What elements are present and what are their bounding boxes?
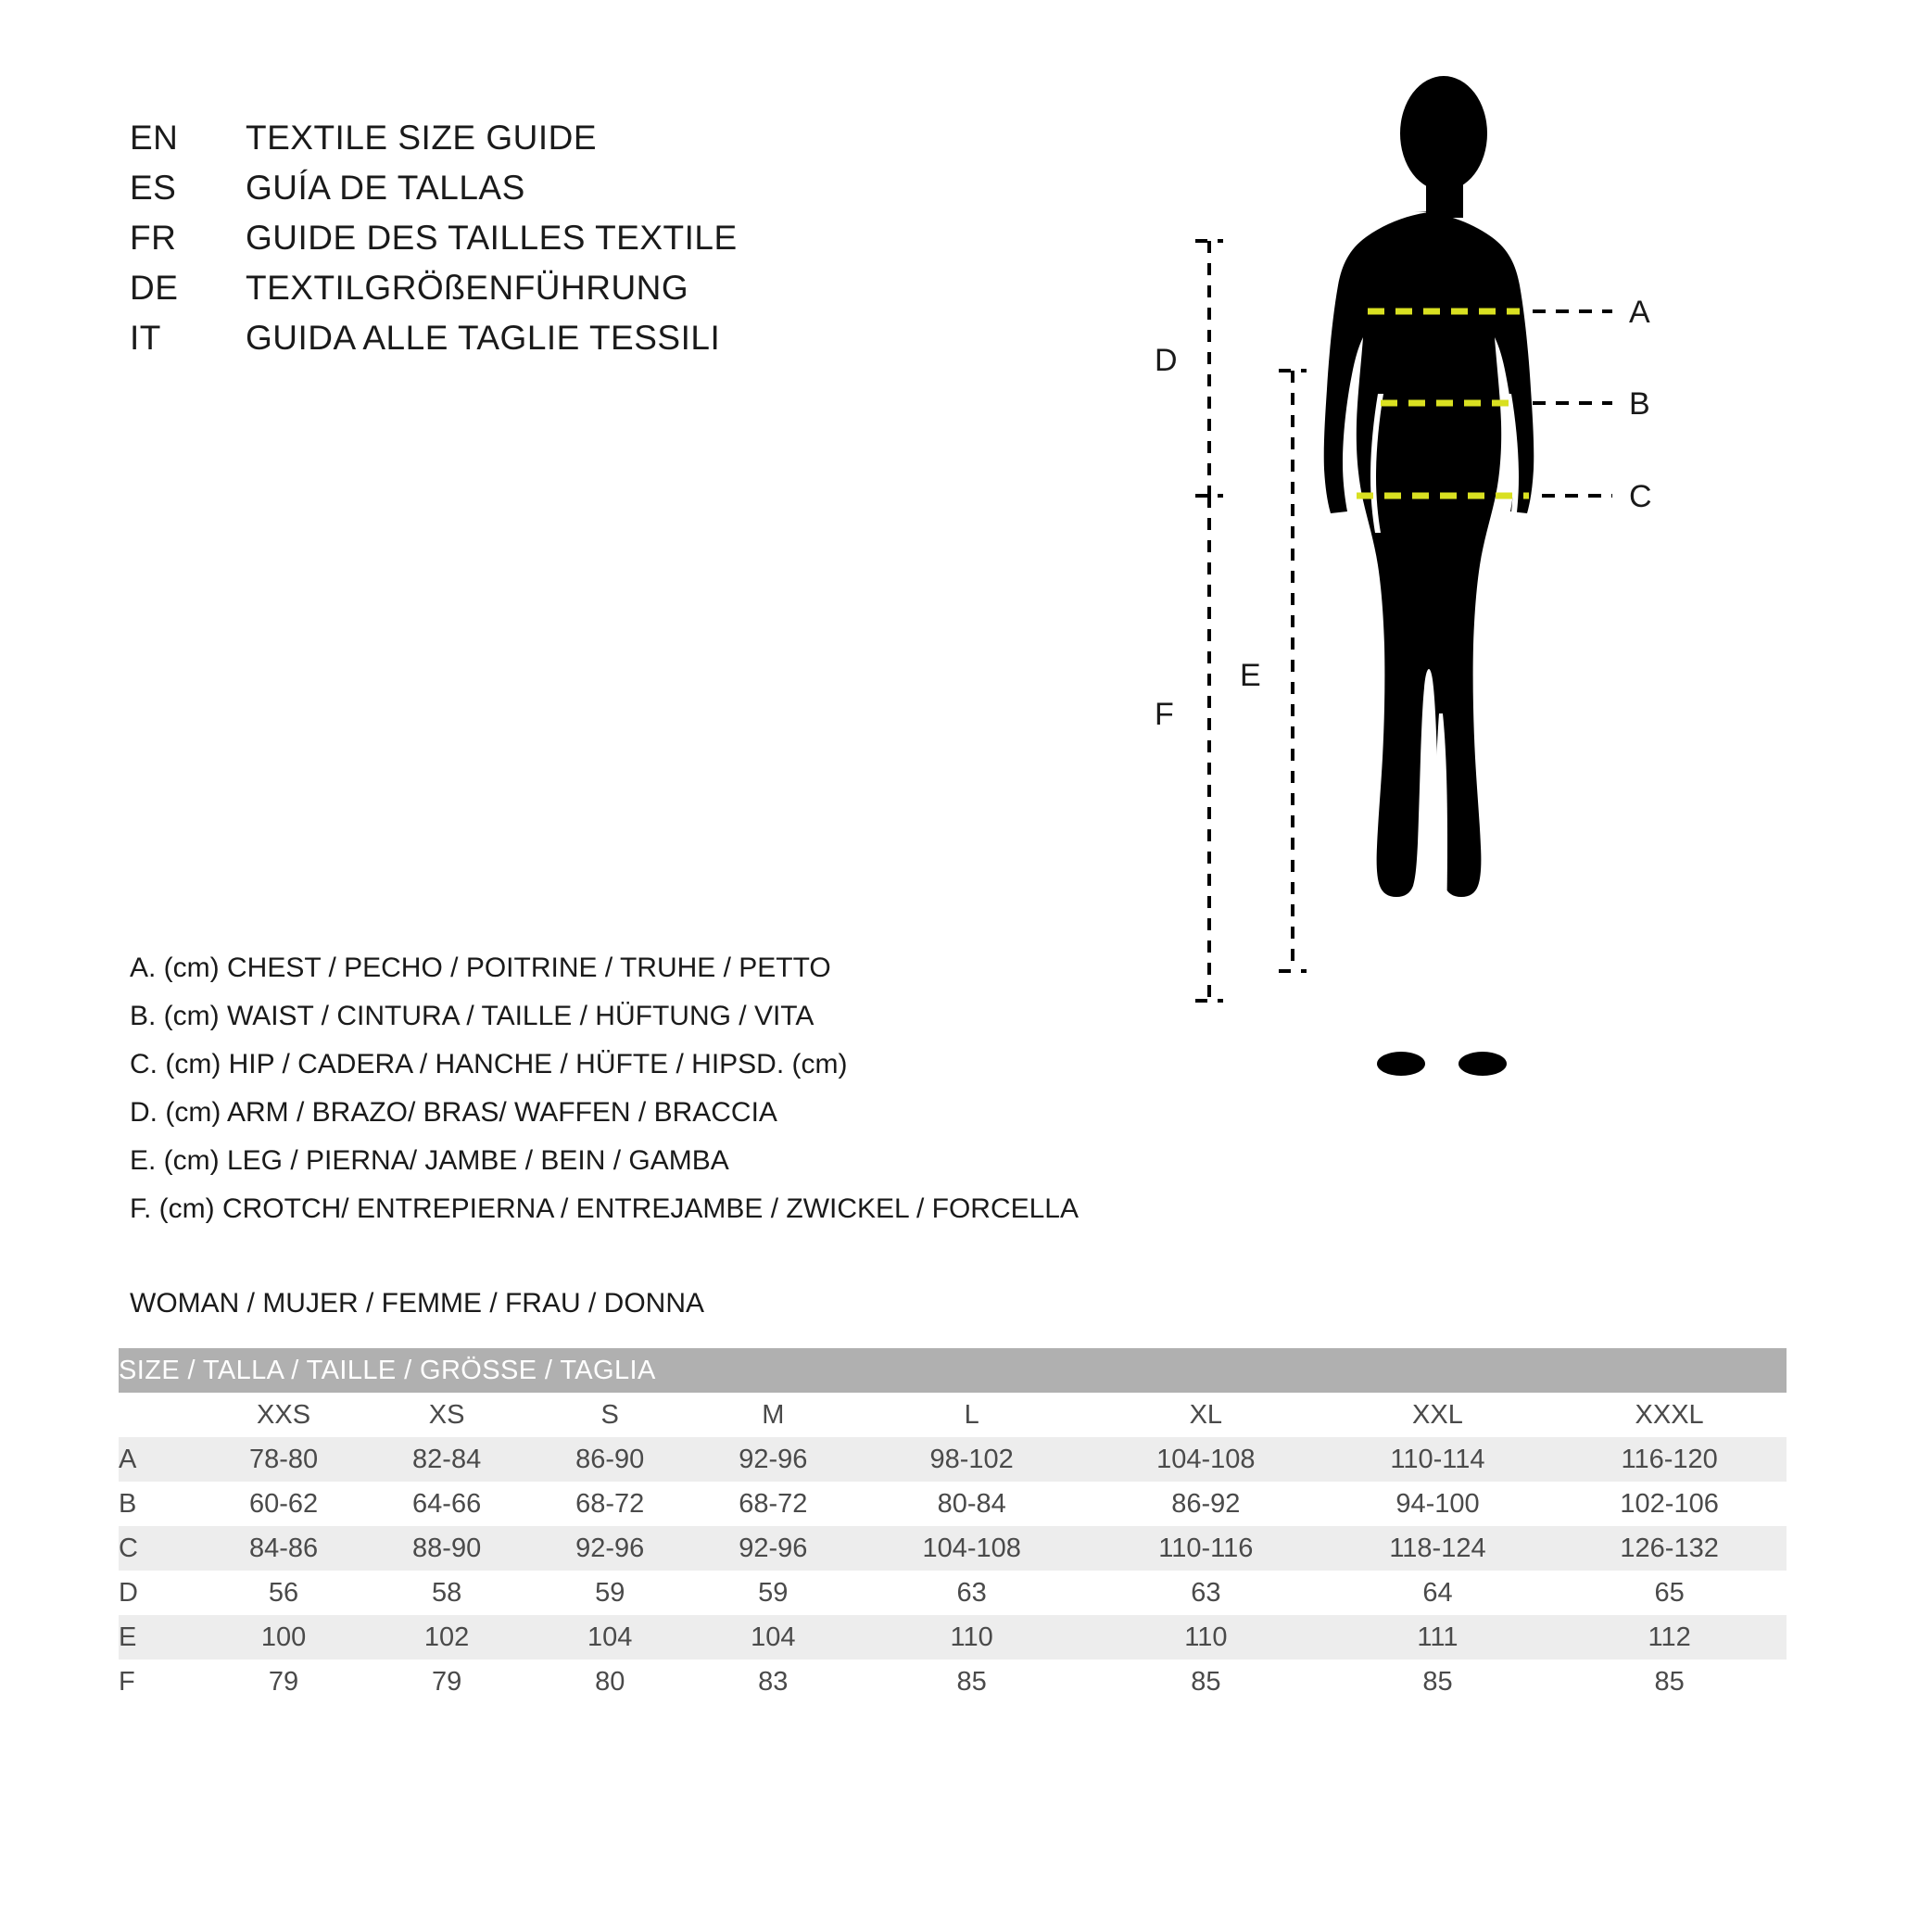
callout-b: B	[1629, 386, 1650, 422]
callout-e: E	[1240, 658, 1261, 693]
title-block	[130, 119, 890, 369]
title-text-fr: GUIDE DES TAILLES TEXTILE	[246, 219, 738, 257]
cell-a-xxl: 110-114	[1323, 1437, 1553, 1482]
size-xxl: XXL	[1323, 1393, 1553, 1437]
cell-c-m: 92-96	[691, 1526, 854, 1571]
title-text-es: GUÍA DE TALLAS	[246, 169, 525, 207]
cell-c-xl: 110-116	[1089, 1526, 1323, 1571]
row-label-e: E	[119, 1615, 202, 1660]
category-label: WOMAN / MUJER / FEMME / FRAU / DONNA	[130, 1288, 704, 1319]
cell-e-s: 104	[528, 1615, 691, 1660]
row-label-b: B	[119, 1482, 202, 1526]
cell-c-s: 92-96	[528, 1526, 691, 1571]
legend-row-d: D. (cm) ARM / BRAZO/ BRAS/ WAFFEN / BRACCIA	[130, 1097, 777, 1128]
cell-f-l: 85	[854, 1660, 1089, 1704]
cell-f-xxs: 79	[202, 1660, 365, 1704]
cell-f-xxl: 85	[1323, 1660, 1553, 1704]
cell-e-xxl: 111	[1323, 1615, 1553, 1660]
cell-e-xs: 102	[365, 1615, 528, 1660]
legend-row-b: B. (cm) WAIST / CINTURA / TAILLE / HÜFTUNG / VITA	[130, 1001, 814, 1031]
cell-f-s: 80	[528, 1660, 691, 1704]
row-label-f: F	[119, 1660, 202, 1704]
table-header-row	[119, 1348, 1787, 1393]
title-lang-fr: FR	[130, 219, 177, 257]
cell-d-xs: 58	[365, 1571, 528, 1615]
woman-silhouette	[1324, 76, 1534, 1076]
cell-d-xl: 63	[1089, 1571, 1323, 1615]
callout-a: A	[1629, 295, 1650, 330]
table-row	[119, 1437, 1787, 1482]
cell-c-xs: 88-90	[365, 1526, 528, 1571]
title-row	[130, 319, 890, 369]
legend-row-f: F. (cm) CROTCH/ ENTREPIERNA / ENTREJAMBE / ZWICKEL / FORCELLA	[130, 1193, 1079, 1224]
legend-row-e: E. (cm) LEG / PIERNA/ JAMBE / BEIN / GAMBA	[130, 1145, 729, 1176]
callout-d: D	[1155, 343, 1178, 378]
cell-f-xs: 79	[365, 1660, 528, 1704]
table-row	[119, 1615, 1787, 1660]
title-row	[130, 169, 890, 219]
cell-b-xxxl: 102-106	[1552, 1482, 1787, 1526]
title-row	[130, 119, 890, 169]
cell-e-xl: 110	[1089, 1615, 1323, 1660]
callout-f: F	[1155, 697, 1174, 732]
cell-f-m: 83	[691, 1660, 854, 1704]
row-label-c: C	[119, 1526, 202, 1571]
cell-d-l: 63	[854, 1571, 1089, 1615]
table-size-row	[119, 1393, 1787, 1437]
size-m: M	[691, 1393, 854, 1437]
row-label-d: D	[119, 1571, 202, 1615]
cell-a-s: 86-90	[528, 1437, 691, 1482]
legend-row-c: C. (cm) HIP / CADERA / HANCHE / HÜFTE / HIPSD. (cm)	[130, 1049, 848, 1079]
cell-a-xs: 82-84	[365, 1437, 528, 1482]
size-xs: XS	[365, 1393, 528, 1437]
title-lang-it: IT	[130, 319, 161, 357]
size-xl: XL	[1089, 1393, 1323, 1437]
cell-c-xxl: 118-124	[1323, 1526, 1553, 1571]
cell-a-xl: 104-108	[1089, 1437, 1323, 1482]
title-text-de: TEXTILGRÖßENFÜHRUNG	[246, 269, 689, 307]
cell-e-xxxl: 112	[1552, 1615, 1787, 1660]
table-row	[119, 1482, 1787, 1526]
cell-a-xxxl: 116-120	[1552, 1437, 1787, 1482]
table-row	[119, 1571, 1787, 1615]
cell-b-xxl: 94-100	[1323, 1482, 1553, 1526]
cell-d-s: 59	[528, 1571, 691, 1615]
title-row	[130, 219, 890, 269]
size-row-blank	[119, 1393, 202, 1437]
title-row	[130, 269, 890, 319]
table-row	[119, 1526, 1787, 1571]
cell-b-xs: 64-66	[365, 1482, 528, 1526]
row-label-a: A	[119, 1437, 202, 1482]
table-header-label: SIZE / TALLA / TAILLE / GRÖSSE / TAGLIA	[119, 1348, 1787, 1393]
cell-d-m: 59	[691, 1571, 854, 1615]
cell-b-xl: 86-92	[1089, 1482, 1323, 1526]
callout-c: C	[1629, 479, 1652, 514]
cell-a-xxs: 78-80	[202, 1437, 365, 1482]
cell-a-m: 92-96	[691, 1437, 854, 1482]
size-l: L	[854, 1393, 1089, 1437]
title-text-it: GUIDA ALLE TAGLIE TESSILI	[246, 319, 721, 357]
cell-e-m: 104	[691, 1615, 854, 1660]
cell-c-xxs: 84-86	[202, 1526, 365, 1571]
cell-c-l: 104-108	[854, 1526, 1089, 1571]
measurement-figure	[1155, 74, 1853, 1205]
cell-b-m: 68-72	[691, 1482, 854, 1526]
cell-c-xxxl: 126-132	[1552, 1526, 1787, 1571]
size-xxxl: XXXL	[1552, 1393, 1787, 1437]
cell-a-l: 98-102	[854, 1437, 1089, 1482]
title-lang-de: DE	[130, 269, 179, 307]
size-table	[119, 1348, 1787, 1704]
cell-e-xxs: 100	[202, 1615, 365, 1660]
title-lang-en: EN	[130, 119, 179, 157]
table-row	[119, 1660, 1787, 1704]
cell-d-xxl: 64	[1323, 1571, 1553, 1615]
title-text-en: TEXTILE SIZE GUIDE	[246, 119, 598, 157]
cell-e-l: 110	[854, 1615, 1089, 1660]
cell-f-xxxl: 85	[1552, 1660, 1787, 1704]
cell-f-xl: 85	[1089, 1660, 1323, 1704]
size-xxs: XXS	[202, 1393, 365, 1437]
cell-d-xxxl: 65	[1552, 1571, 1787, 1615]
cell-b-xxs: 60-62	[202, 1482, 365, 1526]
size-s: S	[528, 1393, 691, 1437]
cell-d-xxs: 56	[202, 1571, 365, 1615]
cell-b-l: 80-84	[854, 1482, 1089, 1526]
title-lang-es: ES	[130, 169, 177, 207]
legend-row-a: A. (cm) CHEST / PECHO / POITRINE / TRUHE / PETTO	[130, 953, 831, 983]
legend-block	[130, 954, 1195, 1243]
cell-b-s: 68-72	[528, 1482, 691, 1526]
